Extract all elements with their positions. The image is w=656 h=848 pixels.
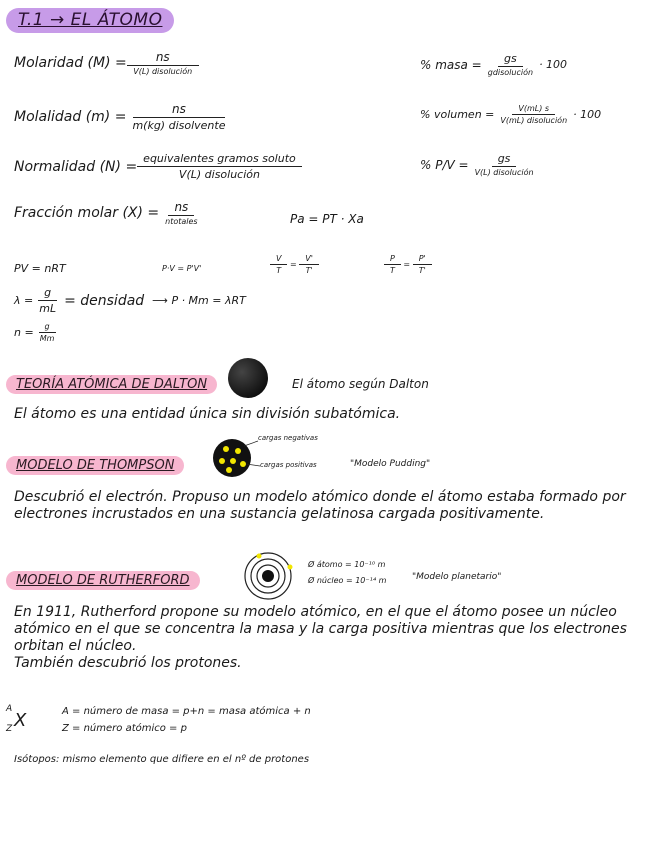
masa-pct-tail: · 100	[539, 58, 568, 71]
thompson-text: Descubrió el electrón. Propuso un modelo atómico donde el átomo estaba formado por electrones incrustados en una sustancia gelatinosa cargada positivamente.	[14, 489, 626, 522]
molaridad-formula	[14, 50, 199, 76]
rutherford-d-nucleo: Ø núcleo = 10⁻¹⁴ m	[308, 576, 387, 585]
lambda-formula	[14, 286, 246, 315]
dalton-atom-icon	[226, 356, 270, 400]
gay-n2: P'	[413, 254, 432, 265]
charles-n2: V'	[299, 254, 319, 265]
gas-law-gay-lussac: $\frac{P}{T}$ = $\frac{P'}{T'}$	[384, 254, 432, 275]
notation-Z: Z	[6, 724, 13, 734]
molalidad-den: m(kg) disolvente	[132, 119, 226, 132]
fraccion-label: Fracción molar (X) =	[14, 205, 160, 221]
rutherford-heading: MODELO DE RUTHERFORD	[6, 571, 200, 590]
thompson-caption: "Modelo Pudding"	[350, 459, 431, 469]
charles-n1: V	[270, 254, 287, 265]
molalidad-formula	[14, 102, 231, 132]
gay-d1: T	[390, 266, 395, 275]
moles-fraction	[34, 322, 61, 343]
rutherford-text-protones: También descubrió los protones.	[14, 655, 242, 671]
normalidad-den: V(L) disolución	[178, 168, 260, 181]
page-title: T.1 → EL ÁTOMO	[6, 8, 174, 33]
rutherford-caption: "Modelo planetario"	[412, 572, 502, 582]
notation-line-Z: Z = número atómico = p	[62, 723, 187, 734]
fraccion-den: ntotales	[165, 217, 198, 226]
volumen-pct-den: V(mL) disolución	[500, 116, 568, 125]
molaridad-fraction	[127, 50, 199, 76]
charles-d2: T'	[305, 266, 313, 275]
isotopos-definition: Isótopos: mismo elemento que difiere en el nº de protones	[14, 754, 310, 765]
volumen-pct-fraction	[494, 104, 573, 125]
rutherford-atom-icon	[238, 550, 298, 602]
gas-law-boyle: P·V = P'V'	[162, 264, 202, 273]
volumen-pct-num: V(mL) s	[512, 104, 555, 115]
fraccion-formula	[14, 200, 204, 226]
gay-n1: P	[384, 254, 401, 265]
moles-den: Mm	[39, 334, 55, 343]
masa-pct-formula	[420, 52, 567, 77]
fraccion-fraction	[159, 200, 203, 226]
molalidad-num: ns	[133, 102, 225, 118]
molaridad-label: Molaridad (M) =	[14, 55, 127, 71]
fraccion-num: ns	[168, 200, 194, 216]
rutherford-d-atomo: Ø átomo = 10⁻¹⁰ m	[308, 560, 386, 569]
pv-pct-fraction	[469, 152, 540, 177]
thompson-heading: MODELO DE THOMPSON	[6, 456, 184, 475]
lambda-fraction	[33, 286, 62, 315]
dalton-text: El átomo es una entidad única sin división subatómica.	[14, 406, 401, 422]
masa-pct-label: % masa =	[420, 57, 482, 72]
gas-law-ideal: PV = nRT	[14, 262, 66, 275]
thompson-label-pos: cargas positivas	[260, 461, 317, 469]
notation-line-A: A = número de masa = p+n = masa atómica + n	[62, 706, 311, 717]
moles-label: n =	[14, 326, 34, 339]
normalidad-num: equivalentes gramos soluto	[137, 152, 302, 167]
masa-pct-num: gs	[498, 52, 523, 67]
pv-pct-label: % P/V =	[420, 157, 469, 172]
molalidad-fraction	[126, 102, 231, 132]
rutherford-text: En 1911, Rutherford propone su modelo atómico, en el que el átomo posee un núcleo atómico en el que se concentra la masa y la carga positiva mientras que los electrones orbitan el núcleo.	[14, 604, 627, 654]
lambda-label: λ =	[14, 294, 34, 307]
normalidad-label: Normalidad (N) =	[14, 158, 138, 175]
notation-A: A	[6, 704, 13, 714]
masa-pct-den: gdisolución	[487, 68, 534, 77]
molaridad-den: V(L) disolución	[133, 67, 193, 76]
lambda-tail: = densidad	[64, 292, 145, 309]
lambda-den: mL	[39, 302, 57, 315]
notation-X: X	[14, 710, 27, 731]
volumen-pct-formula	[420, 104, 601, 125]
lambda-num: g	[38, 286, 57, 301]
lambda-arrow: ⟶ P · Mm = λRT	[152, 294, 246, 307]
dalton-caption: El átomo según Dalton	[292, 377, 429, 391]
volumen-pct-label: % volumen =	[420, 108, 495, 121]
gay-d2: T'	[418, 266, 426, 275]
presion-parcial: Pa = PT · Xa	[290, 212, 364, 226]
moles-num: g	[39, 322, 56, 333]
thompson-label-neg: cargas negativas	[258, 434, 318, 442]
normalidad-fraction	[137, 152, 302, 181]
volumen-pct-tail: · 100	[573, 108, 602, 121]
normalidad-formula	[14, 152, 302, 181]
pv-pct-num: gs	[492, 152, 517, 167]
moles-formula	[14, 322, 60, 343]
pv-pct-den: V(L) disolución	[474, 168, 534, 177]
pv-pct-formula	[420, 152, 540, 177]
masa-pct-fraction	[482, 52, 539, 77]
gas-law-charles: $\frac{V}{T}$ = $\frac{V'}{T'}$	[270, 254, 319, 275]
charles-d1: T	[276, 266, 282, 275]
molaridad-num: ns	[127, 50, 199, 66]
molalidad-label: Molalidad (m) =	[14, 109, 127, 125]
dalton-heading: TEORÍA ATÓMICA DE DALTON	[6, 375, 217, 394]
